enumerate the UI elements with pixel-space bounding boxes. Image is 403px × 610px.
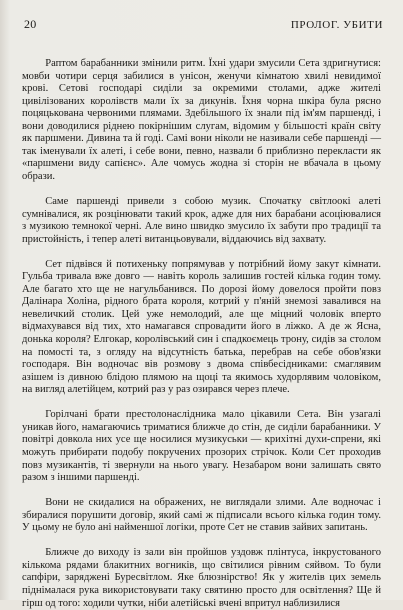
page-number: 20: [24, 17, 37, 31]
paragraph: Саме паршенді привели з собою музик. Спочатку світлоокі алеті сумнівалися, як розцінювати такий крок, адже для них барабани асоціювалися з музикою темнокої черні. Але вино швидко змусило їх забути про традиції та пристойність, і тепер алеті витанцьовували, віддаючись від захвату.: [22, 196, 381, 245]
running-title: ПРОЛОГ. УБИТИ: [290, 19, 383, 31]
paragraph: Горілчані брати престолонаслідника мало цікавили Сета. Він узагалі уникав його, намагаючись триматися ближче до стін, де сиділи барабанники. У повітрі довкола них усе ще носилися музикуськи — крихітні духи-спрени, які можуть прибирати подобу покручених прозорих стрічок. Коли Сет проходив повз музикантів, ті звернули на нього увагу. Незабаром вони залишать свято разом з іншими паршенді.: [22, 409, 381, 484]
paragraph: Вони не скидалися на ображених, не виглядали злими. Але водночас і збиралися порушити договір, який самі ж підписали всього кілька годин тому. У цьому не було ані найменшої логіки, проте Сет не ставив зайвих запитань.: [22, 497, 381, 534]
paragraph: Раптом барабанники змінили ритм. Їхні удари змусили Сета здригнутися: мовби чотири серця забилися в унісон, женучи кімнатою хвилі невидимої крові. Сетові господарі сиділи за окремими столами, адже жителі цивілізованих королівств мали їх за дикунів. Їхня чорна шкіра була рясно поцяцькована червоними плямами. Здебільшого їх знали під ім'ям паршенді, і вони доводилися ріднею покірнішим слугам, відомим у більшості країн світу як паршмени. Дивина та й годі. Самі вони ніколи не називали себе паршенді — так іменували їх алеті, і себе вони, певно, назвали б приблизно перекласти як «паршмени виду сапієнс». Але чомусь жодна зі сторін не вбачала в цьому образи.: [22, 58, 381, 182]
paragraph: Ближче до виходу із зали він пройшов уздовж плінтуса, інкрустованого кількома рядами блакитних вогників, що світилися рівним сяйвом. То були сапфіри, заряджені Буресвітлом. Яке блюзнірство! Як у жителів цих земель піднімалася рука використовувати таку святиню просто для освітлення? Ще й гірш од того: ходили чутки, ніби алетійські вчені впритул наблизилися: [22, 547, 381, 609]
page-header: [24, 17, 383, 32]
page-body: [22, 58, 381, 610]
paragraph: Сет підвівся й потихеньку попрямував у потрібний йому закут кімнати. Гульба тривала вже довго — навіть король залишив гостей кілька годин тому. Але багато хто ще не нагульбанився. По дорозі йому довелося пройти повз Далінара Холіна, рідного брата короля, котрий у п'яній знемозі завалився на невеличкий столик. Цей уже немолодий, але ще міцний чоловік вперто відмахувався від тих, хто намагався спровадити його в ліжко. А де ж Ясна, донька короля? Елгокар, королівський син і спадкоємець трону, сидів за столом на помості та, з огляду на відсутність батька, перебрав на себе обов'язки господаря. Він водночас вів розмову з двома співбесідниками: смаглявим азішем із дивною блідою плямою на щоці та якимось худорлявим чоловіком, на вигляд алетійцем, котрий раз у раз озирався через плече.: [22, 258, 381, 396]
